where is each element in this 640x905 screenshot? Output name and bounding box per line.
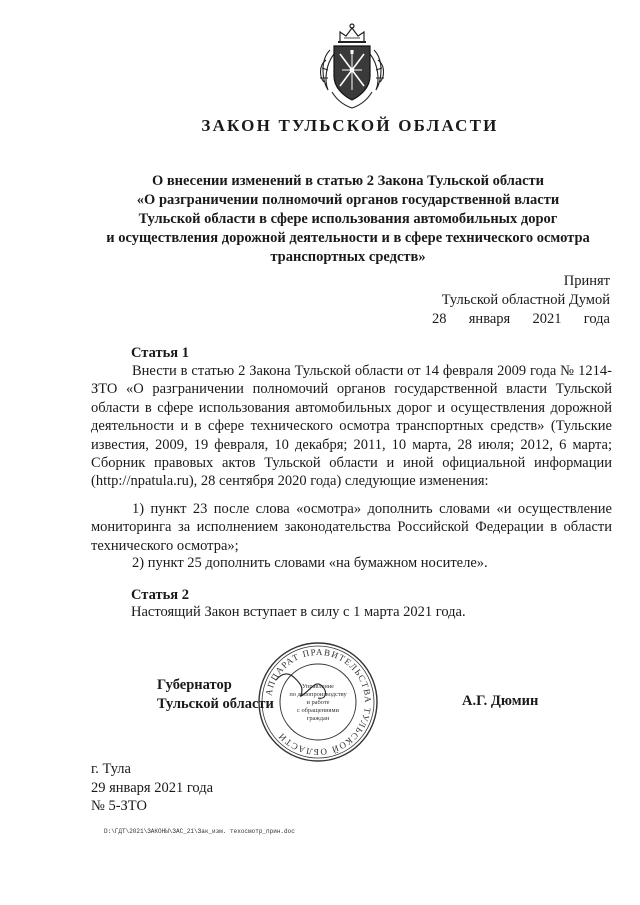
- law-number: № 5-ЗТО: [91, 798, 147, 814]
- signer-title: [157, 676, 274, 714]
- article-2-text: Настоящий Закон вступает в силу с 1 марта 2021 года.: [131, 604, 466, 620]
- adoption-day: 28: [432, 311, 447, 327]
- signer-title-line: Тульской области: [157, 696, 274, 712]
- subject-line: О внесении изменений в статью 2 Закона Тульской области: [151, 173, 545, 189]
- article-1-heading: Статья 1: [131, 345, 189, 361]
- article-1-text: Внести в статью 2 Закона Тульской области от 14 февраля 2009 года № 1214-ЗТО «О разграничении полномочий органов государственной власти Тульской области в сфере использования автомобильных дорог и осуществления дорожной деятельности и в сфере технического осмотра транспортных средств» (Тульские известия, 2009, 19 февраля, 10 декабря; 2011, 10 марта, 28 июля; 2012, 6 марта; Сборник правовых актов Тульской области и иной официальной информации (http://npatula.ru), 28 сентября 2020 года) следующие изменения:: [91, 363, 612, 490]
- place-date-number: [91, 760, 213, 816]
- adoption-date: [432, 310, 610, 329]
- stamp-center-line: Управление: [301, 683, 335, 690]
- adopted-label: Принят: [563, 273, 610, 289]
- subject-line: транспортных средств»: [270, 249, 426, 265]
- stamp-center-line: по делопроизводству: [289, 691, 347, 698]
- adoption-month: января: [468, 311, 511, 327]
- stamp-center-line: с обращениями: [297, 707, 339, 714]
- signer-title-line: Губернатор: [157, 677, 232, 693]
- signer-name: А.Г. Дюмин: [462, 693, 539, 709]
- adoption-year-word: года: [583, 311, 610, 327]
- official-stamp: [256, 640, 380, 764]
- law-subject: [60, 172, 636, 267]
- article-2-heading: Статья 2: [131, 587, 189, 603]
- file-path-footer: D:\ГДТ\2021\ЗАКОНЫ\ЗАС_21\Зак_изм. техосмотр_прин.doc: [104, 828, 295, 835]
- signing-date: 29 января 2021 года: [91, 779, 214, 796]
- subject-line: Тульской области в сфере использования автомобильных дорог: [138, 211, 558, 227]
- adopted-by: Тульской областной Думой: [441, 292, 610, 308]
- stamp-ring-text: АППАРАТ ПРАВИТЕЛЬСТВА ТУЛЬСКОЙ ОБЛАСТИ: [263, 646, 374, 758]
- city: г. Тула: [91, 761, 131, 777]
- stamp-center-line: и работе: [306, 699, 330, 706]
- subject-line: «О разграничении полномочий органов государственной власти: [136, 192, 560, 208]
- article-1-item-1: 1) пункт 23 после слова «осмотра» дополнить словами «и осуществление мониторинга за исполнением законодательства Российской Федерации в области технического осмотра»;: [91, 501, 612, 554]
- adoption-block: [432, 272, 610, 329]
- coat-of-arms-emblem: [316, 20, 388, 112]
- crown-icon: [338, 24, 366, 42]
- article-1-item-2: 2) пункт 25 дополнить словами «на бумажном носителе».: [132, 555, 488, 571]
- adoption-year: 2021: [532, 311, 562, 327]
- stamp-center-line: граждан: [306, 715, 330, 722]
- subject-line: и осуществления дорожной деятельности и в сфере технического осмотра: [106, 230, 590, 246]
- law-title: ЗАКОН ТУЛЬСКОЙ ОБЛАСТИ: [201, 116, 499, 135]
